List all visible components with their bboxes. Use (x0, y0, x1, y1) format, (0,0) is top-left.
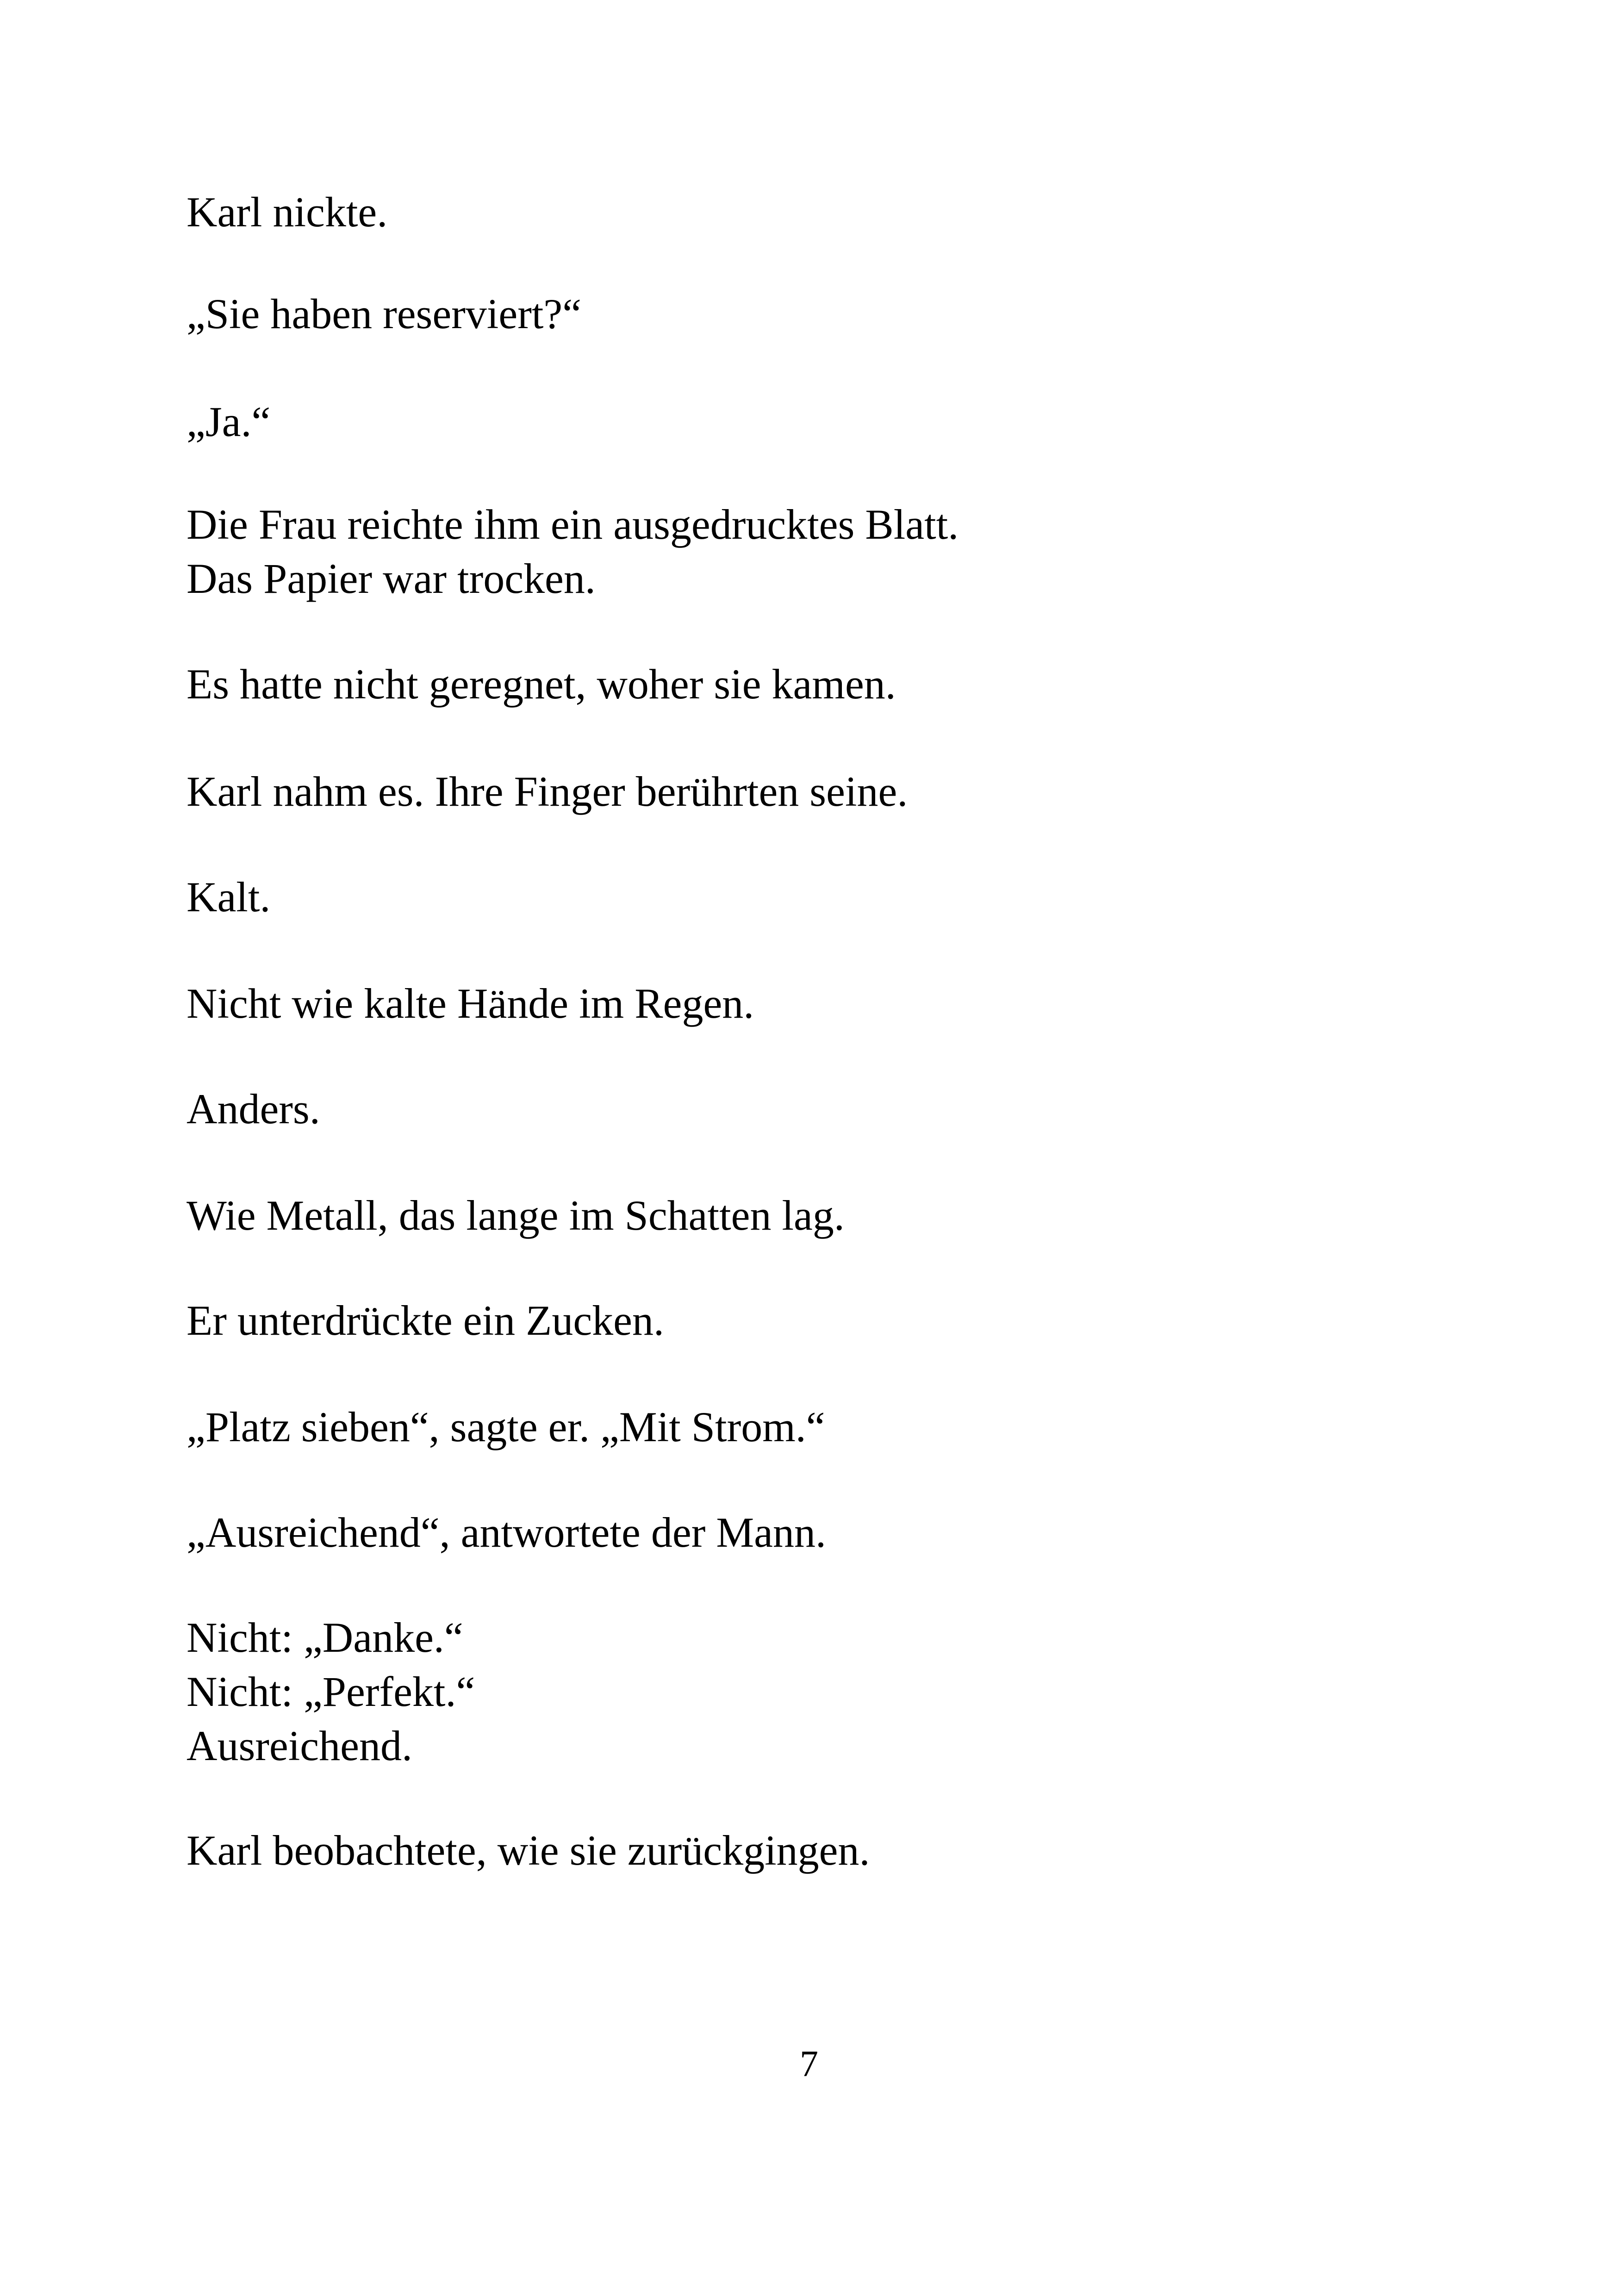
text-line: Die Frau reichte ihm ein ausgedrucktes Blatt. (187, 501, 959, 548)
text-line: Nicht: „Perfekt.“ (187, 1668, 475, 1715)
text-line: Ausreichend. (187, 1722, 412, 1769)
text-line: Karl beobachtete, wie sie zurückgingen. (187, 1827, 870, 1874)
text-line: Kalt. (187, 873, 271, 921)
paragraph (187, 1400, 1482, 1454)
text-line: Das Papier war trocken. (187, 555, 596, 602)
text-line: „Sie haben reserviert?“ (187, 290, 582, 337)
paragraph (187, 977, 1482, 1031)
paragraph (187, 185, 1482, 239)
paragraph (187, 657, 1482, 711)
paragraph (187, 395, 1482, 449)
text-line: Er unterdrückte ein Zucken. (187, 1297, 664, 1344)
text-line: „Platz sieben“, sagte er. „Mit Strom.“ (187, 1403, 825, 1450)
text-line: Nicht wie kalte Hände im Regen. (187, 980, 754, 1027)
paragraph (187, 1611, 1482, 1773)
page-number: 7 (800, 2044, 818, 2084)
paragraph (187, 1294, 1482, 1348)
paragraph (187, 1823, 1482, 1878)
text-line: Karl nickte. (187, 188, 388, 236)
text-line: Es hatte nicht geregnet, woher sie kamen. (187, 660, 896, 708)
paragraph (187, 1506, 1482, 1560)
paragraph (187, 870, 1482, 924)
paragraph (187, 765, 1482, 819)
paragraph (187, 498, 1482, 606)
paragraph (187, 287, 1482, 341)
text-line: Nicht: „Danke.“ (187, 1614, 463, 1661)
text-line: „Ja.“ (187, 398, 271, 445)
text-line: Wie Metall, das lange im Schatten lag. (187, 1192, 845, 1239)
text-line: „Ausreichend“, antwortete der Mann. (187, 1509, 826, 1556)
paragraph (187, 1082, 1482, 1136)
paragraph (187, 1188, 1482, 1243)
text-line: Karl nahm es. Ihre Finger berührten seine. (187, 768, 908, 815)
text-line: Anders. (187, 1085, 320, 1132)
